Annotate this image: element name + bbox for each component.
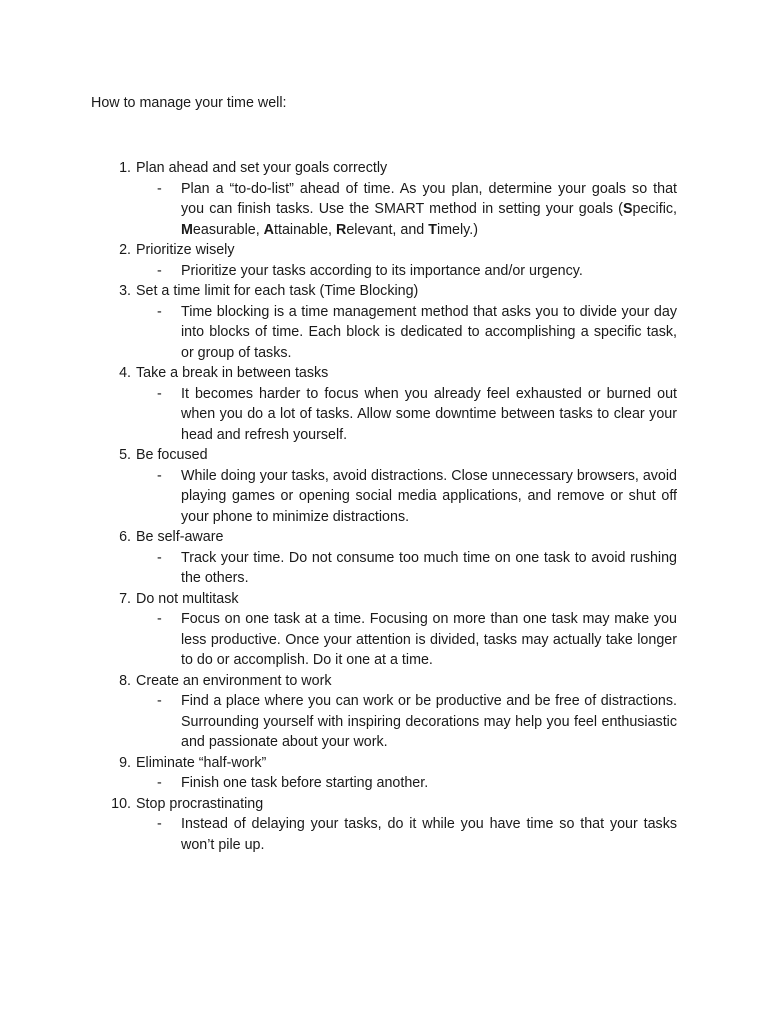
bullet-dash: - xyxy=(157,303,162,320)
item-detail: Time blocking is a time management method that asks you to divide your day into blocks of time. Each block is dedicated to accomplishing a specific task, or group of tasks. xyxy=(181,303,677,361)
document-title: How to manage your time well: xyxy=(91,95,287,111)
item-number: 10. xyxy=(111,795,131,812)
bullet-dash: - xyxy=(157,180,162,197)
list-item xyxy=(0,589,768,671)
item-number: 3. xyxy=(119,283,131,299)
item-detail: While doing your tasks, avoid distractions. Close unnecessary browsers, avoid playing games or opening social media applications, and remove or shut off your phone to minimize distractions. xyxy=(181,467,677,525)
item-heading: Take a break in between tasks xyxy=(136,365,329,381)
item-heading: Eliminate “half-work” xyxy=(136,754,267,771)
bullet-dash: - xyxy=(157,775,162,791)
item-heading: Create an environment to work xyxy=(136,672,332,689)
item-detail: Track your time. Do not consume too much time on one task to avoid rushing the others. xyxy=(181,549,677,586)
bullet-dash: - xyxy=(157,467,162,484)
item-number: 1. xyxy=(119,160,131,176)
item-heading: Be self-aware xyxy=(136,529,224,545)
item-detail: Instead of delaying your tasks, do it while you have time so that your tasks won’t pile up. xyxy=(181,816,677,853)
item-number: 9. xyxy=(119,754,131,771)
item-number: 4. xyxy=(119,365,131,381)
item-detail: Prioritize your tasks according to its importance and/or urgency. xyxy=(181,262,583,279)
item-heading: Be focused xyxy=(136,447,208,463)
item-number: 2. xyxy=(119,242,131,258)
item-heading: Stop procrastinating xyxy=(136,795,264,812)
bullet-dash: - xyxy=(157,611,162,627)
list-item xyxy=(0,363,768,445)
list-item xyxy=(0,527,768,589)
item-detail: Plan a “to-do-list” ahead of time. As you plan, determine your goals so that you can finish tasks. Use the SMART method in setting your goals (Specific, Measurable, Attainable, Relevant, and Timely.) xyxy=(181,180,677,238)
bullet-dash: - xyxy=(157,549,162,566)
item-number: 8. xyxy=(119,672,131,689)
list-item xyxy=(0,794,768,856)
item-number: 7. xyxy=(119,590,131,607)
item-number: 5. xyxy=(119,447,131,463)
item-heading: Do not multitask xyxy=(136,590,239,607)
item-detail: It becomes harder to focus when you already feel exhausted or burned out when you do a lot of tasks. Allow some downtime between tasks to clear your head and refresh yourself. xyxy=(181,385,677,443)
item-heading: Plan ahead and set your goals correctly xyxy=(136,160,388,176)
item-detail: Finish one task before starting another. xyxy=(181,775,429,791)
list-item xyxy=(0,281,768,363)
list-item xyxy=(0,158,768,240)
item-heading: Prioritize wisely xyxy=(136,242,235,258)
bullet-dash: - xyxy=(157,693,162,709)
item-detail: Find a place where you can work or be productive and be free of distractions. Surrounding yourself with inspiring decorations may help you feel enthusiastic and passionate about your work. xyxy=(181,693,677,750)
bullet-dash: - xyxy=(157,385,162,402)
list-item xyxy=(0,671,768,753)
list-item xyxy=(0,753,768,794)
item-detail: Focus on one task at a time. Focusing on more than one task may make you less productive. Once your attention is divided, tasks may actually take longer to do or accomplish. Do it one at a time. xyxy=(181,611,677,668)
bullet-dash: - xyxy=(157,816,162,832)
item-number: 6. xyxy=(119,529,131,545)
list-item xyxy=(0,240,768,281)
bullet-dash: - xyxy=(157,262,162,279)
tips-list xyxy=(0,158,768,855)
item-heading: Set a time limit for each task (Time Blocking) xyxy=(136,283,419,299)
list-item xyxy=(0,445,768,527)
